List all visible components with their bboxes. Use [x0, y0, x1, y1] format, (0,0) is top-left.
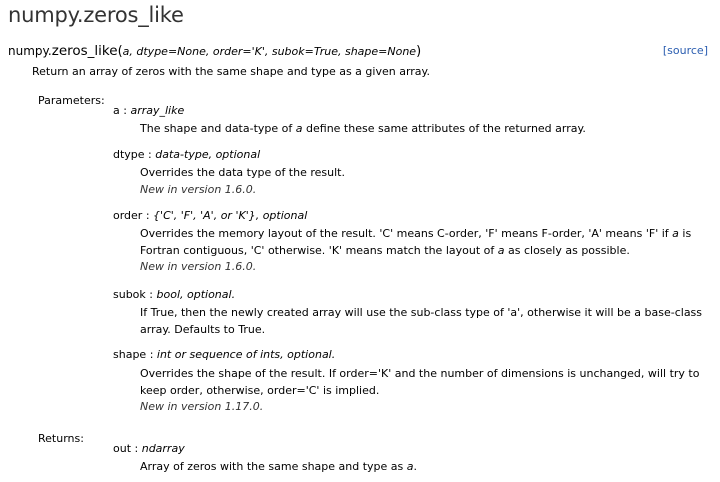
param-desc-text: If True, then the newly created array will use the sub-class type of 'a', otherwise it will be a base-class array. Defaults to True. [140, 306, 703, 336]
param-type: array_like [130, 104, 185, 117]
param-desc-text: as closely as possible. [504, 243, 630, 257]
param-name: order [113, 209, 143, 222]
param-a-header [113, 104, 184, 117]
param-desc-text: The shape and data-type of [140, 122, 296, 135]
param-type: {'C', 'F', 'A', or 'K'}, optional [153, 209, 308, 222]
signature-module: numpy. [8, 44, 52, 58]
signature-args: a, dtype=None, order='K', subok=True, shape=None [122, 45, 417, 58]
param-name: dtype [113, 148, 145, 161]
return-desc-text: . [413, 460, 418, 473]
param-desc-text: Overrides the memory layout of the result. 'C' means C-order, 'F' means F-order, 'A' means 'F' if [140, 227, 673, 240]
return-out-description [140, 459, 710, 476]
source-link[interactable]: [source] [662, 44, 708, 57]
version-note: New in version 1.6.0. [140, 260, 257, 273]
param-subok-header [113, 288, 235, 301]
return-desc-text: Array of zeros with the same shape and type as [140, 460, 407, 473]
param-subok-description [140, 305, 710, 338]
param-type: int or sequence of ints, optional. [156, 348, 336, 361]
param-desc-text: Overrides the shape of the result. If order='K' and the number of dimensions is unchanged, will try to keep order, otherwise, order='C' is implied. [140, 367, 700, 397]
param-desc-text: is Fortran contiguous, 'C' otherwise. 'K' means match the layout of [140, 227, 692, 257]
returns-label: Returns: [38, 432, 84, 445]
signature-close-paren: ) [416, 44, 422, 59]
param-type: bool, optional. [156, 288, 236, 301]
param-separator: : [144, 148, 156, 161]
param-order-description [140, 226, 710, 276]
return-separator: : [131, 442, 142, 455]
return-out-header [113, 442, 185, 455]
function-signature [8, 43, 421, 59]
param-separator: : [142, 209, 154, 222]
return-name: out [113, 442, 132, 455]
version-note: New in version 1.6.0. [140, 182, 257, 196]
signature-open-paren: ( [117, 44, 123, 59]
parameters-label: Parameters: [38, 94, 105, 107]
param-name: subok [113, 288, 146, 301]
page-title: numpy.zeros_like [8, 3, 184, 27]
param-name: a [113, 104, 120, 117]
param-separator: : [146, 348, 157, 361]
param-separator: : [145, 288, 157, 301]
param-desc-emphasis: a [672, 227, 679, 240]
param-shape-header [113, 348, 335, 361]
param-desc-emphasis: a [295, 122, 303, 135]
param-a-description [140, 121, 710, 138]
param-order-header [113, 209, 307, 222]
return-type: ndarray [141, 442, 185, 455]
param-type: data-type, optional [155, 148, 261, 161]
param-dtype-description [140, 165, 710, 198]
param-dtype-header [113, 148, 260, 161]
param-desc-text: Overrides the data type of the result. [140, 166, 345, 179]
param-name: shape [113, 348, 147, 361]
return-desc-emphasis: a [406, 460, 414, 473]
param-shape-description [140, 366, 710, 416]
version-note: New in version 1.17.0. [140, 400, 264, 413]
param-desc-text: define these same attributes of the returned array. [302, 122, 586, 135]
param-separator: : [119, 104, 131, 117]
signature-function-name: zeros_like [51, 43, 118, 59]
param-desc-emphasis: a [497, 243, 505, 257]
function-description: Return an array of zeros with the same shape and type as a given array. [32, 65, 430, 78]
